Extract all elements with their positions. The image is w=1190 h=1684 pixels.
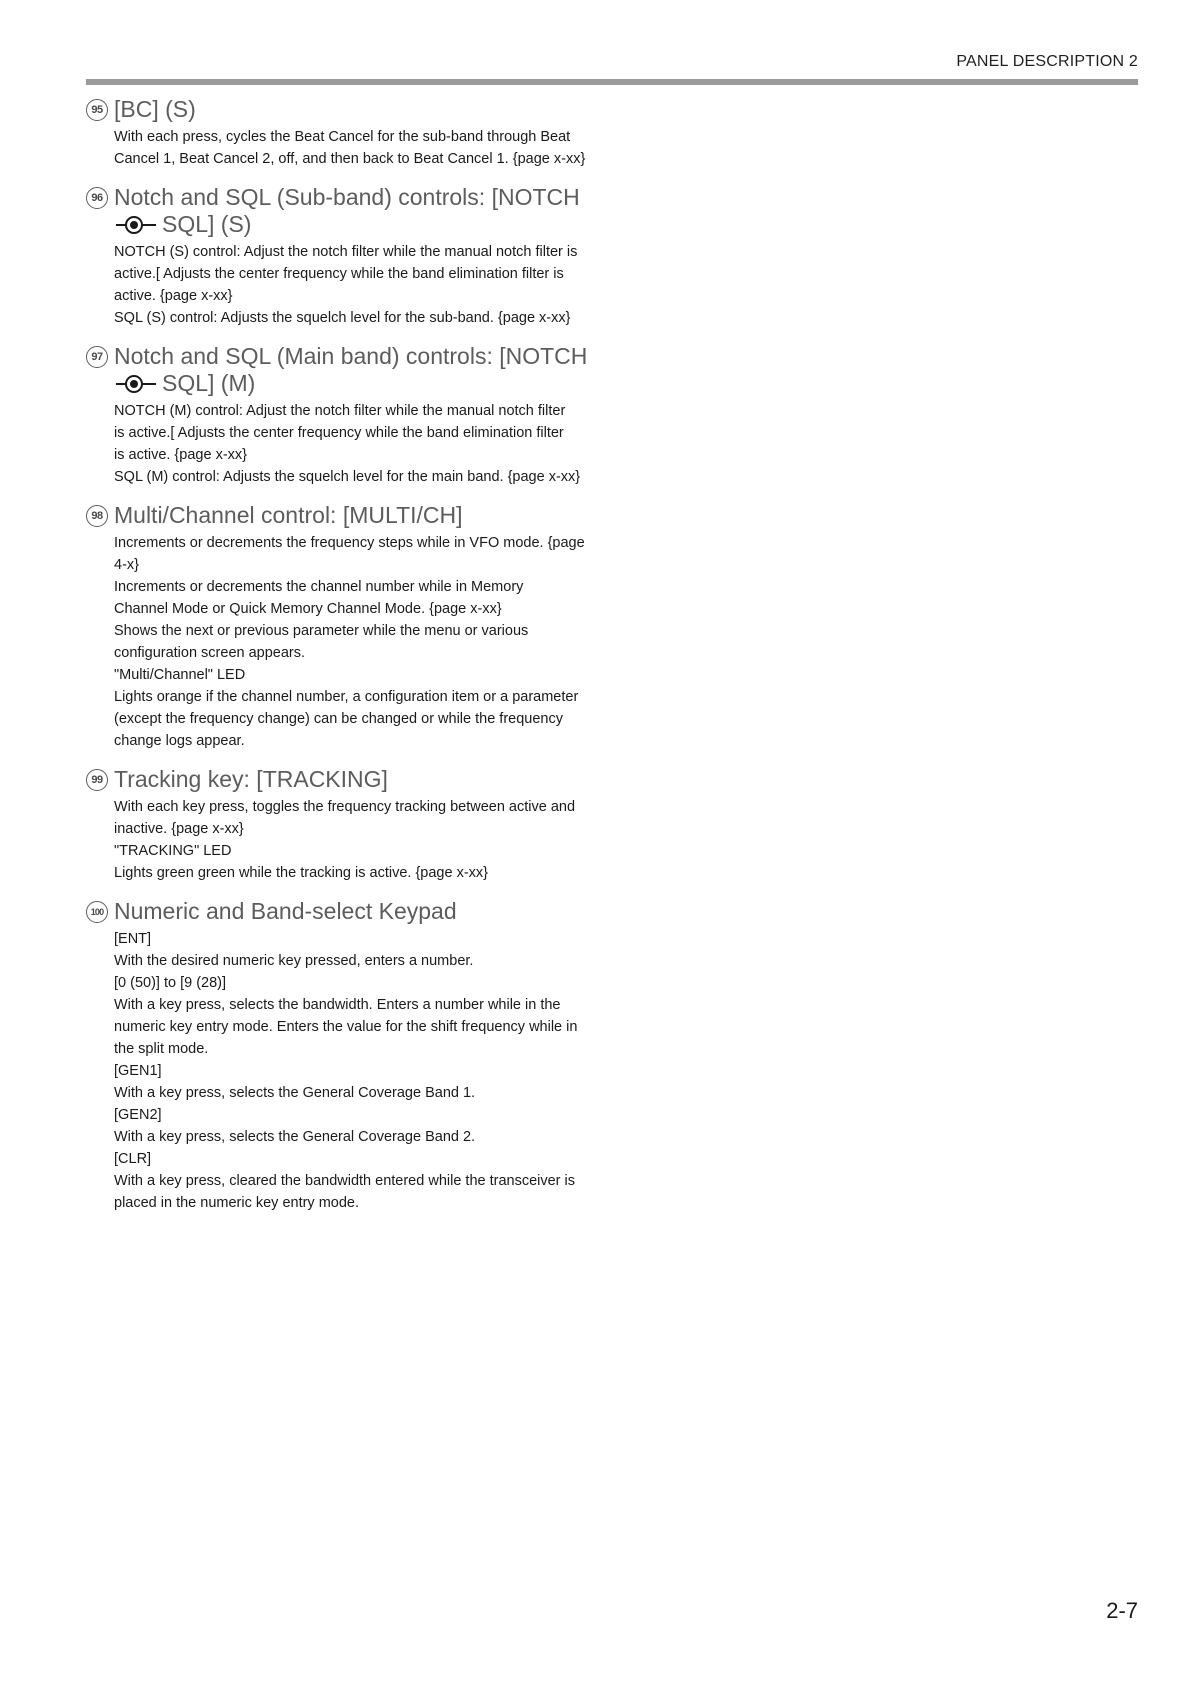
circled-number: 96: [86, 187, 108, 209]
body-line: [0 (50)] to [9 (28)]: [114, 975, 227, 991]
body-line: placed in the numeric key entry mode.: [114, 1195, 360, 1211]
body-line: configuration screen appears.: [114, 645, 306, 661]
body-line: With the desired numeric key pressed, enters a number.: [114, 953, 474, 969]
section-99: [86, 766, 626, 884]
section-body: [86, 928, 626, 1214]
section-title-line2: SQL] (S): [162, 211, 252, 237]
page-number: 2-7: [1106, 1598, 1138, 1623]
section-body: [86, 532, 626, 752]
section-96: [86, 184, 626, 329]
body-line: Increments or decrements the frequency steps while in VFO mode. {page: [114, 535, 585, 551]
section-title-line2-row: [86, 370, 626, 397]
section-100: [86, 898, 626, 1214]
section-body: [86, 400, 626, 488]
body-line: Increments or decrements the channel number while in Memory: [114, 579, 524, 595]
body-line: [ENT]: [114, 931, 152, 947]
circled-number: 100: [86, 901, 108, 923]
body-line: With a key press, selects the bandwidth. Enters a number while in the: [114, 997, 561, 1013]
dual-knob-icon: [114, 374, 158, 394]
body-line: is active.[ Adjusts the center frequency while the band elimination filter: [114, 425, 564, 441]
header-rule: [86, 79, 1138, 85]
body-line: active.[ Adjusts the center frequency while the band elimination filter is: [114, 266, 564, 282]
section-title: Notch and SQL (Main band) controls: [NOTCH: [114, 343, 588, 369]
body-line: Shows the next or previous parameter while the menu or various: [114, 623, 529, 639]
body-line: active. {page x-xx}: [114, 288, 233, 304]
body-line: 4-x}: [114, 557, 139, 573]
page-header-title: PANEL DESCRIPTION 2: [956, 53, 1138, 70]
section-body: [86, 241, 626, 329]
dual-knob-icon: [114, 215, 158, 235]
body-line: [CLR]: [114, 1151, 152, 1167]
section-95: [86, 96, 626, 170]
section-title: [BC] (S): [114, 96, 196, 122]
body-line: Cancel 1, Beat Cancel 2, off, and then back to Beat Cancel 1. {page x-xx}: [114, 151, 586, 167]
body-line: NOTCH (S) control: Adjust the notch filter while the manual notch filter is: [114, 244, 578, 260]
body-line: (except the frequency change) can be changed or while the frequency: [114, 711, 563, 727]
body-line: With each key press, toggles the frequency tracking between active and: [114, 799, 576, 815]
body-line: is active. {page x-xx}: [114, 447, 247, 463]
circled-number: 99: [86, 769, 108, 791]
section-body: [86, 126, 626, 170]
body-line: "TRACKING" LED: [114, 843, 232, 859]
body-line: With a key press, selects the General Coverage Band 2.: [114, 1129, 476, 1145]
section-heading: [86, 184, 626, 211]
body-line: With each press, cycles the Beat Cancel for the sub-band through Beat: [114, 129, 571, 145]
section-heading: [86, 96, 626, 123]
body-line: Lights green green while the tracking is active. {page x-xx}: [114, 865, 488, 881]
body-line: SQL (S) control: Adjusts the squelch level for the sub-band. {page x-xx}: [114, 310, 571, 326]
body-line: [GEN2]: [114, 1107, 162, 1123]
body-line: inactive. {page x-xx}: [114, 821, 244, 837]
body-line: SQL (M) control: Adjusts the squelch level for the main band. {page x-xx}: [114, 469, 581, 485]
body-line: Lights orange if the channel number, a configuration item or a parameter: [114, 689, 579, 705]
body-line: change logs appear.: [114, 733, 245, 749]
section-heading: [86, 502, 626, 529]
body-line: "Multi/Channel" LED: [114, 667, 246, 683]
body-line: the split mode.: [114, 1041, 209, 1057]
section-title: Tracking key: [TRACKING]: [114, 766, 388, 792]
content: [86, 96, 626, 1228]
section-title-line2-row: [86, 211, 626, 238]
body-line: With a key press, selects the General Coverage Band 1.: [114, 1085, 476, 1101]
circled-number: 95: [86, 99, 108, 121]
section-heading: [86, 766, 626, 793]
section-heading: [86, 898, 626, 925]
section-97: [86, 343, 626, 488]
circled-number: 98: [86, 505, 108, 527]
section-98: [86, 502, 626, 752]
section-title: Notch and SQL (Sub-band) controls: [NOTCH: [114, 184, 580, 210]
body-line: With a key press, cleared the bandwidth entered while the transceiver is: [114, 1173, 576, 1189]
circled-number: 97: [86, 346, 108, 368]
section-title-line2: SQL] (M): [162, 370, 256, 396]
section-title: Numeric and Band-select Keypad: [114, 898, 457, 924]
section-title: Multi/Channel control: [MULTI/CH]: [114, 502, 463, 528]
body-line: [GEN1]: [114, 1063, 162, 1079]
body-line: numeric key entry mode. Enters the value for the shift frequency while in: [114, 1019, 578, 1035]
body-line: NOTCH (M) control: Adjust the notch filter while the manual notch filter: [114, 403, 566, 419]
section-heading: [86, 343, 626, 370]
body-line: Channel Mode or Quick Memory Channel Mode. {page x-xx}: [114, 601, 502, 617]
section-body: [86, 796, 626, 884]
